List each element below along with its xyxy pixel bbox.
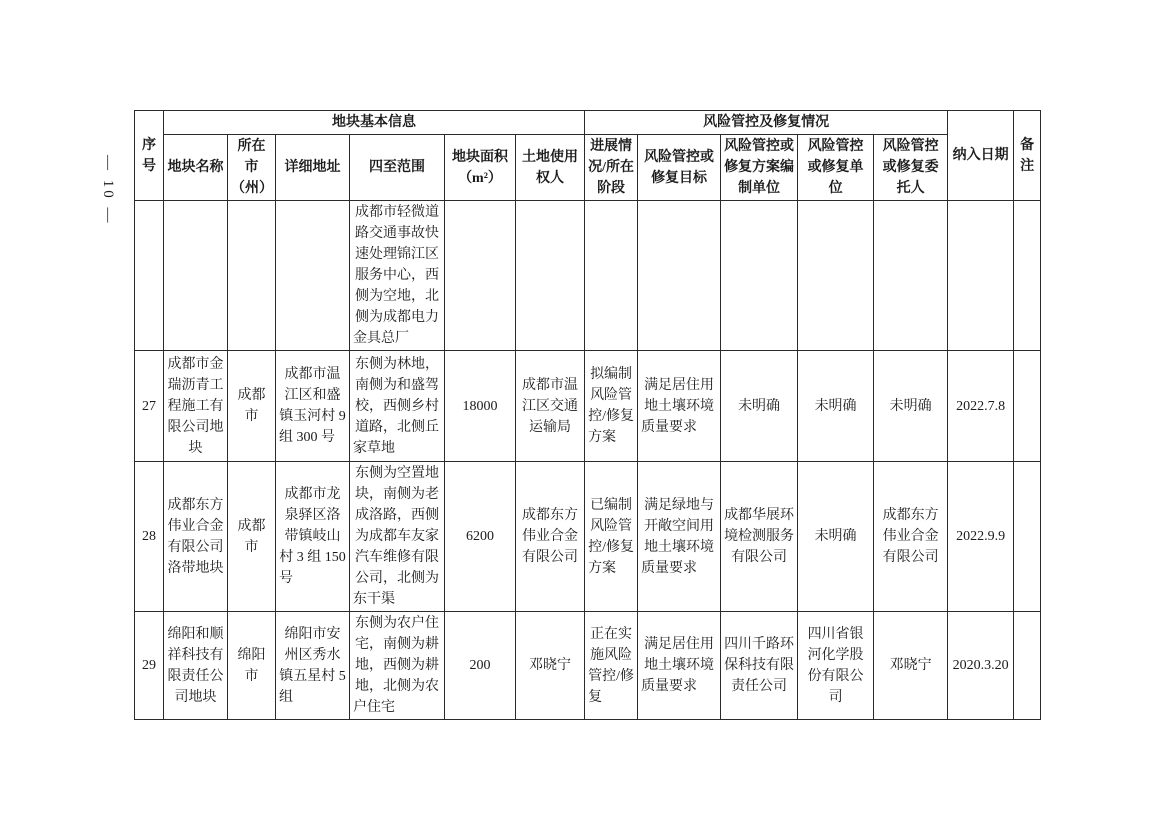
cell-plan-unit: 成都华展环境检测服务有限公司: [721, 462, 798, 612]
table-row: [135, 351, 1041, 462]
header-area: 地块面积（m²）: [445, 135, 516, 201]
cell-serial: 28: [135, 462, 164, 612]
cell-client: [874, 201, 948, 351]
cell-parcel-name: [164, 201, 228, 351]
header-client: 风险管控或修复委托人: [874, 135, 948, 201]
header-bounds: 四至范围: [350, 135, 445, 201]
cell-client: 邓晓宁: [874, 612, 948, 720]
header-parcel-name: 地块名称: [164, 135, 228, 201]
cell-target: [638, 201, 721, 351]
cell-area: 18000: [445, 351, 516, 462]
cell-plan-unit: 未明确: [721, 351, 798, 462]
header-serial: 序号: [135, 111, 164, 201]
header-target: 风险管控或修复目标: [638, 135, 721, 201]
cell-area: 200: [445, 612, 516, 720]
cell-date: [948, 201, 1014, 351]
header-remark: 备注: [1014, 111, 1041, 201]
table-row: [135, 462, 1041, 612]
cell-plan-unit: 四川千路环保科技有限责任公司: [721, 612, 798, 720]
cell-area: 6200: [445, 462, 516, 612]
header-inclusion-date: 纳入日期: [948, 111, 1014, 201]
cell-serial: 29: [135, 612, 164, 720]
cell-plan-unit: [721, 201, 798, 351]
cell-remark: [1014, 462, 1041, 612]
cell-bounds: 东侧为农户住宅，南侧为耕地，西侧为耕地，北侧为农户住宅: [350, 612, 445, 720]
land-parcel-table: [134, 110, 1041, 720]
cell-land-owner: 成都市温江区交通运输局: [516, 351, 585, 462]
cell-land-owner: 成都东方伟业合金有限公司: [516, 462, 585, 612]
table-row: [135, 612, 1041, 720]
cell-client: 成都东方伟业合金有限公司: [874, 462, 948, 612]
cell-city: 成都市: [228, 351, 276, 462]
cell-date: 2020.3.20: [948, 612, 1014, 720]
cell-address: [276, 201, 350, 351]
cell-serial: [135, 201, 164, 351]
cell-address: 成都市龙泉驿区洛带镇岐山村 3 组 150 号: [276, 462, 350, 612]
cell-date: 2022.7.8: [948, 351, 1014, 462]
header-address: 详细地址: [276, 135, 350, 201]
cell-land-owner: [516, 201, 585, 351]
cell-repair-unit: [798, 201, 874, 351]
cell-target: 满足居住用地土壤环境质量要求: [638, 351, 721, 462]
cell-progress: 已编制风险管控/修复方案: [585, 462, 638, 612]
header-progress: 进展情况/所在阶段: [585, 135, 638, 201]
cell-bounds: 成都市轻微道路交通事故快速处理锦江区服务中心，西侧为空地，北侧为成都电力金具总厂: [350, 201, 445, 351]
cell-bounds: 东侧为林地，南侧为和盛驾校，西侧乡村道路，北侧丘家草地: [350, 351, 445, 462]
cell-parcel-name: 成都东方伟业合金有限公司洛带地块: [164, 462, 228, 612]
cell-progress: [585, 201, 638, 351]
cell-land-owner: 邓晓宁: [516, 612, 585, 720]
cell-bounds: 东侧为空置地块，南侧为老成洛路，西侧为成都车友家汽车维修有限公司，北侧为东干渠: [350, 462, 445, 612]
header-city: 所在市（州）: [228, 135, 276, 201]
cell-target: 满足绿地与开敞空间用地土壤环境质量要求: [638, 462, 721, 612]
cell-city: [228, 201, 276, 351]
cell-parcel-name: 成都市金瑞沥青工程施工有限公司地块: [164, 351, 228, 462]
cell-remark: [1014, 201, 1041, 351]
cell-remark: [1014, 351, 1041, 462]
cell-progress: 正在实施风险管控/修复: [585, 612, 638, 720]
header-repair-unit: 风险管控或修复单位: [798, 135, 874, 201]
cell-address: 成都市温江区和盛镇玉河村 9 组 300 号: [276, 351, 350, 462]
cell-repair-unit: 四川省银河化学股份有限公司: [798, 612, 874, 720]
cell-serial: 27: [135, 351, 164, 462]
cell-repair-unit: 未明确: [798, 462, 874, 612]
cell-parcel-name: 绵阳和顺祥科技有限责任公司地块: [164, 612, 228, 720]
cell-client: 未明确: [874, 351, 948, 462]
cell-city: 成都市: [228, 462, 276, 612]
page-number: — 10 —: [100, 154, 116, 226]
cell-remark: [1014, 612, 1041, 720]
column-header-row: [135, 135, 1041, 201]
cell-address: 绵阳市安州区秀水镇五星村 5 组: [276, 612, 350, 720]
header-land-owner: 土地使用权人: [516, 135, 585, 201]
cell-area: [445, 201, 516, 351]
header-risk-info-group: 风险管控及修复情况: [585, 111, 948, 135]
cell-date: 2022.9.9: [948, 462, 1014, 612]
cell-city: 绵阳市: [228, 612, 276, 720]
header-basic-info-group: 地块基本信息: [164, 111, 585, 135]
table-row-continuation: [135, 201, 1041, 351]
header-plan-unit: 风险管控或修复方案编制单位: [721, 135, 798, 201]
group-header-row: [135, 111, 1041, 135]
cell-progress: 拟编制风险管控/修复方案: [585, 351, 638, 462]
cell-target: 满足居住用地土壤环境质量要求: [638, 612, 721, 720]
cell-repair-unit: 未明确: [798, 351, 874, 462]
